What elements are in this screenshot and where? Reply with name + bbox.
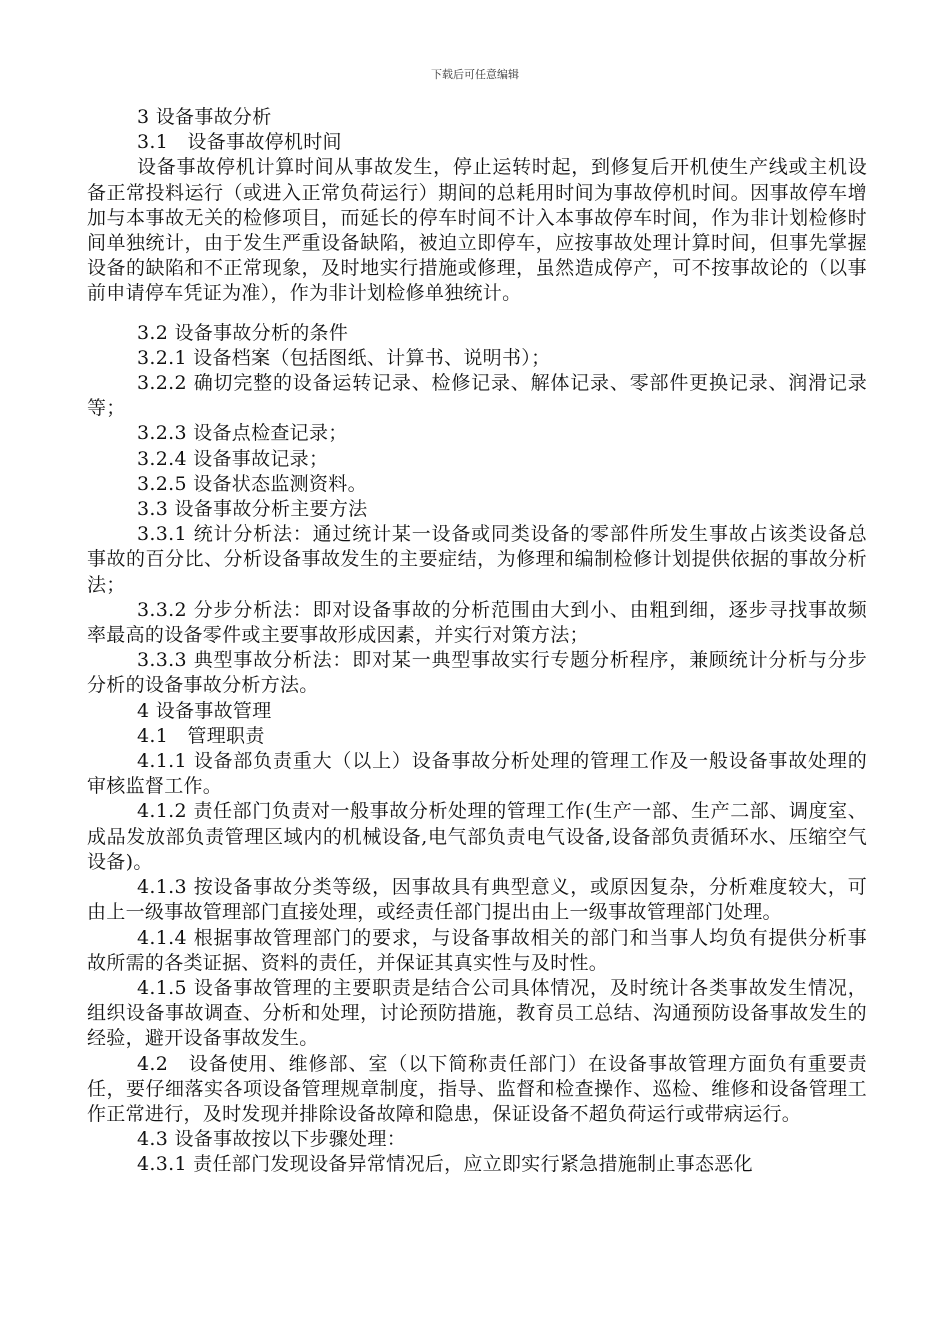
paragraph: 4.1.4 根据事故管理部门的要求，与设备事故相关的部门和当事人均负有提供分析事故所需的各类证据、资料的责任，并保证其真实性与及时性。 (87, 926, 867, 974)
paragraph: 3.2.5 设备状态监测资料。 (137, 472, 367, 495)
paragraph: 3.1 设备事故停机时间 (137, 131, 342, 154)
paragraph: 3.3.3 典型事故分析法：即对某一典型事故实行专题分析程序，兼顾统计分析与分步分析的设备事故分析方法。 (87, 649, 867, 697)
paragraph: 4.3.1 责任部门发现设备异常情况后，应立即实行紧急措施制止事态恶化 (137, 1153, 753, 1176)
paragraph: 3.2 设备事故分析的条件 (137, 321, 349, 344)
paragraph: 4.3 设备事故按以下步骤处理： (137, 1128, 407, 1151)
paragraph: 4.1.3 按设备事故分类等级，因事故具有典型意义，或原因复杂，分析难度较大，可由上一级事故管理部门直接处理，或经责任部门提出由上一级事故管理部门处理。 (87, 876, 867, 924)
paragraph: 3.2.2 确切完整的设备运转记录、检修记录、解体记录、零部件更换记录、润滑记录等； (87, 372, 867, 420)
paragraph: 3.2.4 设备事故记录； (137, 447, 329, 470)
paragraph: 3.3 设备事故分析主要方法 (137, 498, 368, 521)
paragraph: 4.1 管理职责 (137, 724, 265, 747)
paragraph: 4.1.1 设备部负责重大（以上）设备事故分析处理的管理工作及一般设备事故处理的审核监督工作。 (87, 750, 867, 798)
paragraph: 4 设备事故管理 (137, 699, 272, 722)
paragraph: 3.2.3 设备点检查记录； (137, 422, 348, 445)
paragraph: 3.3.1 统计分析法：通过统计某一设备或同类设备的零部件所发生事故占该类设备总事故的百分比、分析设备事故发生的主要症结，为修理和编制检修计划提供依据的事故分析法； (87, 523, 867, 596)
paragraph: 4.1.5 设备事故管理的主要职责是结合公司具体情况，及时统计各类事故发生情况，组织设备事故调查、分析和处理，讨论预防措施，教育员工总结、沟通预防设备事故发生的经验，避开设备事故发生。 (87, 976, 867, 1050)
paragraph: 3.3.2 分步分析法：即对设备事故的分析范围由大到小、由粗到细，逐步寻找事故频率最高的设备零件或主要事故形成因素，并实行对策方法； (87, 598, 867, 647)
paragraph: 设备事故停机计算时间从事故发生，停止运转时起，到修复后开机使生产线或主机设备正常投料运行（或进入正常负荷运行）期间的总耗用时间为事故停机时间。因事故停车增加与本事故无关的检修项目，而延长的停车时间不计入本事故停车时间，作为非计划检修时间单独统计，由于发生严重设备缺陷，被迫立即停车，应按事故处理计算时间，但事先掌握设备的缺陷和不正常现象，及时地实行措施或修理，虽然造成停产，可不按事故论的（以事前申请停车凭证为准），作为非计划检修单独统计。 (87, 156, 867, 305)
paragraph: 4.1.2 责任部门负责对一般事故分析处理的管理工作(生产一部、生产二部、调度室、成品发放部负责管理区域内的机械设备,电气部负责电气设备,设备部负责循环水、压缩空气设备)。 (87, 800, 867, 873)
paragraph: 3.2.1 设备档案（包括图纸、计算书、说明书）； (137, 346, 551, 369)
page-header: 下载后可任意编辑 (431, 68, 519, 81)
paragraph: 3 设备事故分析 (137, 106, 272, 128)
paragraph: 4.2 设备使用、维修部、室（以下简称责任部门）在设备事故管理方面负有重要责任，要仔细落实各项设备管理规章制度，指导、监督和检查操作、巡检、维修和设备管理工作正常进行，及时发现并排除设备故障和隐患，保证设备不超负荷运行或带病运行。 (87, 1052, 867, 1125)
document-body (87, 105, 867, 1178)
